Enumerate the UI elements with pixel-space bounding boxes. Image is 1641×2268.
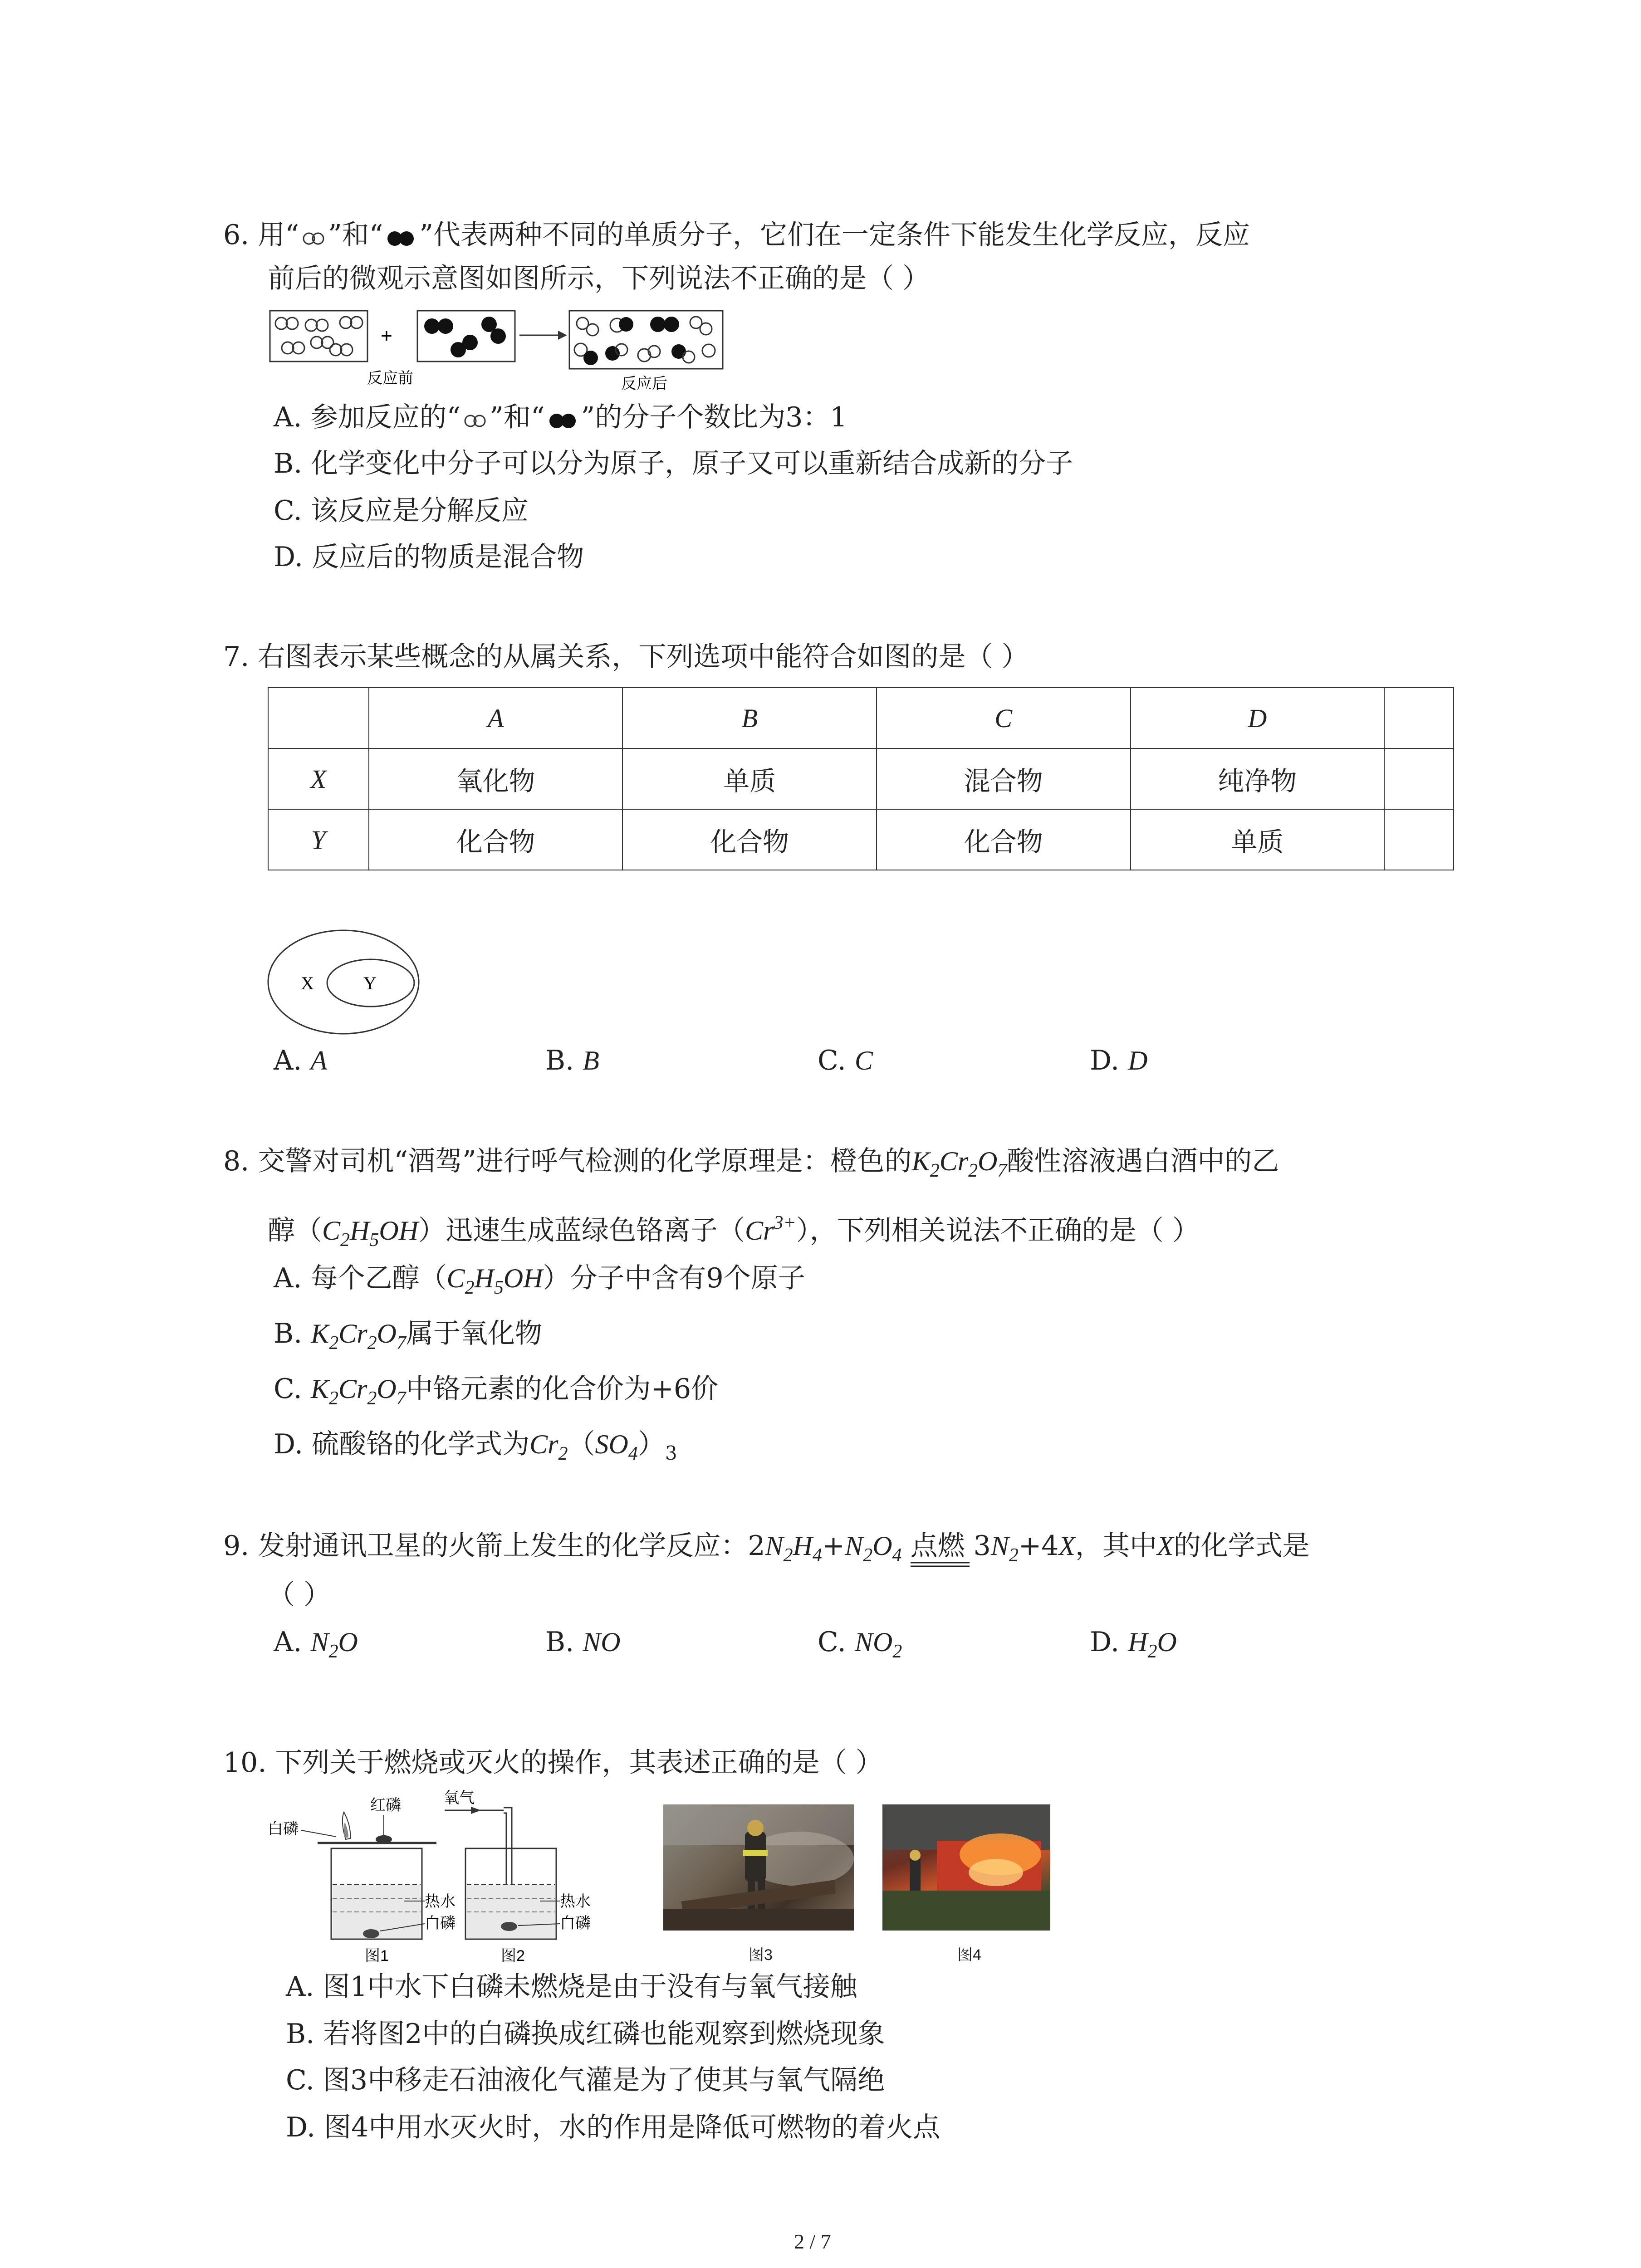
q6-text: 6. 用“ xyxy=(223,219,299,251)
q7-option-a: A. A xyxy=(274,1045,328,1076)
formula-ethanol: $C_2H_5OH$ xyxy=(446,1263,543,1298)
table-cell: 纯净物 xyxy=(1131,748,1385,809)
venn-label-x: X xyxy=(301,973,314,993)
q7-concept-table xyxy=(268,687,1454,870)
q10-option-b: B. 若将图2中的白磷换成红磷也能观察到燃烧现象 xyxy=(286,2018,885,2050)
formula-n2h4: $N_2H_4$ xyxy=(765,1531,822,1566)
white-molecule-icon xyxy=(460,411,490,429)
caption-fig1: 图1 xyxy=(365,1947,389,1965)
label-white-phosphorus: 白磷 xyxy=(425,1915,456,1932)
q9-option-b: B. NO xyxy=(545,1626,621,1658)
q8-option-a: A. 每个乙醇$(C_2H_5OH)$分子中含有9个原子 xyxy=(274,1262,805,1298)
q9-option-d: D. $H_2O$ xyxy=(1090,1626,1177,1662)
caption-fig3: 图3 xyxy=(749,1946,773,1964)
q10-stem: 10. 下列关于燃烧或灭火的操作，其表述正确的是（ ） xyxy=(223,1747,883,1779)
black-molecule-icon xyxy=(383,228,419,248)
formula-cr-ion: $Cr^{3+}$ xyxy=(745,1212,796,1246)
white-molecule-icon xyxy=(299,229,328,247)
table-row-label: Y xyxy=(268,809,369,870)
table-cell: 单质 xyxy=(622,748,877,809)
table-cell: 化合物 xyxy=(369,809,623,870)
q9-option-a: A. $N_2O$ xyxy=(274,1626,358,1662)
table-cell xyxy=(268,688,369,748)
fire-truck-photo xyxy=(882,1804,1050,1931)
table-cell: 单质 xyxy=(1131,809,1385,870)
table-row-label: X xyxy=(268,748,369,809)
formula-ethanol: $C_2H_5OH$ xyxy=(322,1216,419,1251)
table-header-cell: A xyxy=(369,688,623,748)
table-cell: 氧化物 xyxy=(369,748,623,809)
label-white-phosphorus: 白磷 xyxy=(560,1915,591,1932)
table-header-cell: D xyxy=(1131,688,1385,748)
table-cell: 化合物 xyxy=(877,809,1131,870)
q10-option-d: D. 图4中用水灭火时，水的作用是降低可燃物的着火点 xyxy=(286,2112,941,2143)
q10-option-c: C. 图3中移走石油液化气灌是为了使其与氧气隔绝 xyxy=(286,2064,885,2096)
q7-option-b: B. B xyxy=(545,1045,599,1076)
q9-option-c: C. $NO_2$ xyxy=(818,1626,902,1662)
after-label: 反应后 xyxy=(621,375,667,392)
venn-label-y: Y xyxy=(363,973,377,993)
reaction-condition: 点燃 xyxy=(911,1528,965,1564)
formula-k2cr2o7: $K_2Cr_2O_7$ xyxy=(311,1319,406,1354)
formula-n2: $N_2$ xyxy=(990,1531,1019,1566)
table-header-cell: B xyxy=(622,688,877,748)
q6-option-b: B. 化学变化中分子可以分为原子，原子又可以重新结合成新的分子 xyxy=(274,448,1073,479)
plus-sign: + xyxy=(381,325,392,347)
q8-line2: 醇$(C_2H_5OH)$迅速生成蓝绿色铬离子$(Cr^{3+})$，下列相关说法不正确的是（ ） xyxy=(268,1212,1200,1251)
q9-line2: （ ） xyxy=(268,1579,331,1611)
q6-line2: 前后的微观示意图如图所示，下列说法不正确的是（ ） xyxy=(268,263,930,294)
q9-line1: 9. 发射通讯卫星的火箭上发生的化学反应：$2N_2H_4+N_2O_4$ 点燃 $3N_2+4X$，其中X的化学式是 xyxy=(223,1528,1310,1574)
q6-text: ”代表两种不同的单质分子，它们在一定条件下能发生化学反应，反应 xyxy=(419,219,1250,251)
q6-option-c: C. 该反应是分解反应 xyxy=(274,495,529,527)
q8-line1: 8. 交警对司机“酒驾”进行呼气检测的化学原理是：橙色的$K_2Cr_2O_7$酸性溶液遇白酒中的乙 xyxy=(223,1145,1279,1181)
caption-fig4: 图4 xyxy=(957,1946,981,1964)
table-cell: 化合物 xyxy=(622,809,877,870)
before-label: 反应前 xyxy=(367,370,413,387)
firefighter-photo xyxy=(663,1804,854,1931)
label-white-phosphorus: 白磷 xyxy=(268,1820,299,1838)
label-hot-water: 热水 xyxy=(425,1893,456,1910)
label-oxygen: 氧气 xyxy=(444,1789,475,1807)
page-number: 2 / 7 xyxy=(794,2230,831,2253)
table-row xyxy=(268,688,1454,748)
formula-n2o4: $N_2O_4$ xyxy=(845,1531,902,1566)
label-red-phosphorus: 红磷 xyxy=(370,1797,401,1814)
table-row xyxy=(268,748,1454,809)
table-cell xyxy=(1384,688,1454,748)
q6-text: ”和“ xyxy=(328,219,383,251)
black-molecule-icon xyxy=(545,410,581,430)
q7-option-c: C. C xyxy=(818,1045,873,1076)
table-cell: 混合物 xyxy=(877,748,1131,809)
caption-fig2: 图2 xyxy=(501,1947,525,1965)
q7-option-d: D. D xyxy=(1090,1045,1148,1076)
formula-so4: $SO_4$ xyxy=(595,1429,638,1464)
q10-figure-1-2 xyxy=(268,1789,658,1966)
table-cell xyxy=(1384,748,1454,809)
q8-option-b: B. $K_2Cr_2O_7$属于氧化物 xyxy=(274,1318,542,1354)
double-line-arrow xyxy=(911,1561,970,1568)
q8-option-d: D. 硫酸铬的化学式为$Cr_2(SO_4)_3$ xyxy=(274,1428,677,1464)
vehicle-fire-illustration xyxy=(882,1804,1050,1931)
q6-option-d: D. 反应后的物质是混合物 xyxy=(274,541,584,573)
table-cell xyxy=(1384,809,1454,870)
q6-line1 xyxy=(223,217,1250,253)
table-row xyxy=(268,809,1454,870)
q10-option-a: A. 图1中水下白磷未燃烧是由于没有与氧气接触 xyxy=(286,1971,857,2003)
q6-option-a: A. 参加反应的“ ”和“ ”的分子个数比为3：1 xyxy=(274,401,847,433)
q6-reaction-diagram xyxy=(268,306,726,397)
formula-cr2: $Cr_2$ xyxy=(529,1429,568,1464)
firefighter-illustration xyxy=(663,1804,854,1931)
formula-k2cr2o7: $K_2Cr_2O_7$ xyxy=(911,1146,1007,1181)
label-hot-water: 热水 xyxy=(560,1893,591,1910)
q8-option-c: C. $K_2Cr_2O_7$中铬元素的化合价为+6价 xyxy=(274,1373,719,1409)
q7-venn-diagram xyxy=(265,928,429,1036)
q7-stem: 7. 右图表示某些概念的从属关系，下列选项中能符合如图的是（ ） xyxy=(223,641,1029,673)
formula-k2cr2o7: $K_2Cr_2O_7$ xyxy=(310,1374,406,1409)
table-header-cell: C xyxy=(877,688,1131,748)
